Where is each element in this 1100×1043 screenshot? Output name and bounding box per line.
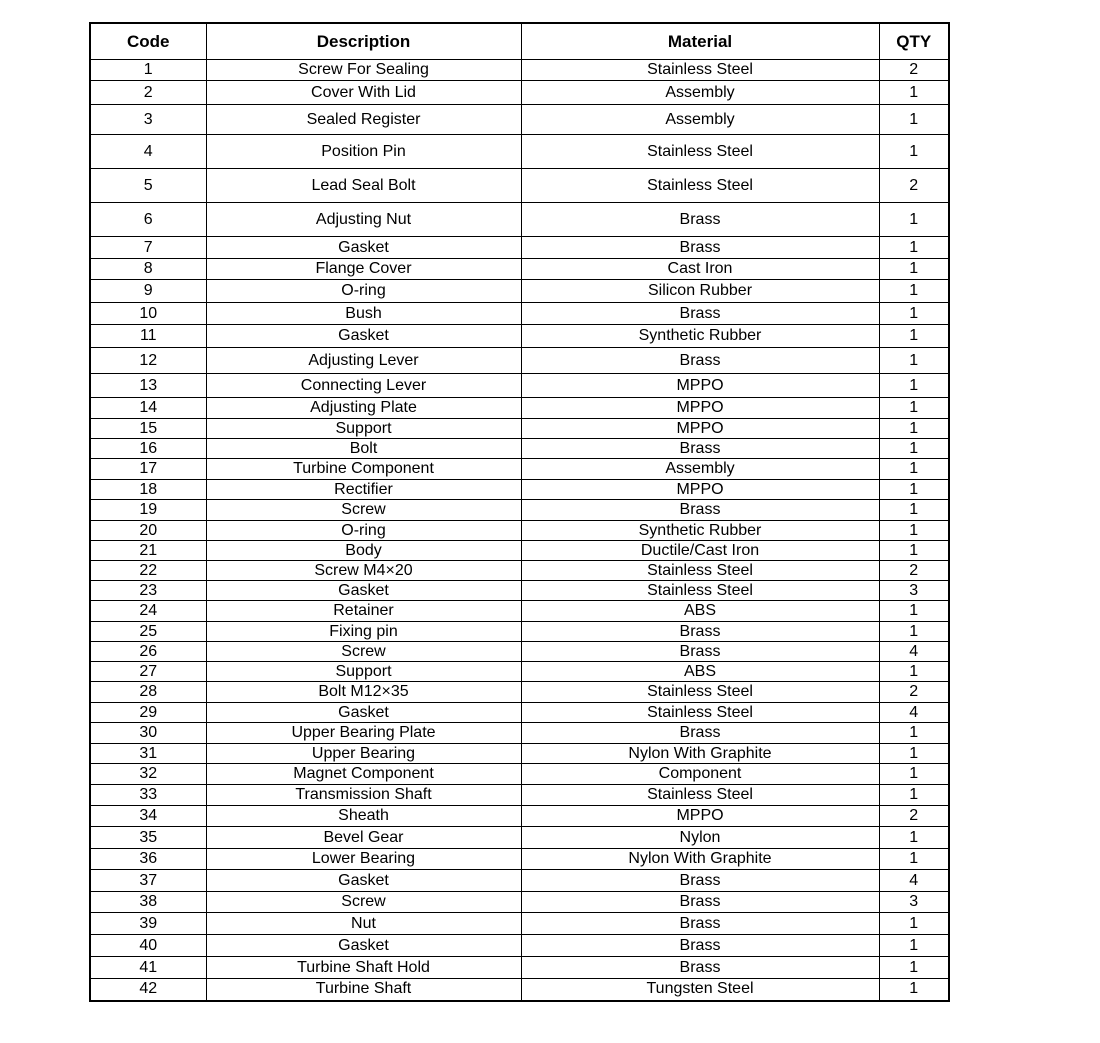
table-row [90, 581, 949, 601]
cell-description: Gasket [206, 703, 521, 723]
table-row [90, 682, 949, 703]
cell-description: Sealed Register [206, 105, 521, 135]
table-row [90, 169, 949, 203]
cell-description: Upper Bearing [206, 744, 521, 764]
cell-code: 13 [90, 374, 206, 398]
cell-code: 22 [90, 561, 206, 581]
table-row [90, 935, 949, 957]
cell-code: 42 [90, 979, 206, 1001]
table-row [90, 601, 949, 622]
cell-material: Brass [521, 203, 879, 237]
cell-description: Position Pin [206, 135, 521, 169]
cell-material: Brass [521, 723, 879, 744]
cell-qty: 1 [879, 259, 949, 280]
cell-material: MPPO [521, 374, 879, 398]
cell-qty: 4 [879, 703, 949, 723]
cell-qty: 1 [879, 280, 949, 303]
cell-qty: 1 [879, 541, 949, 561]
cell-code: 31 [90, 744, 206, 764]
cell-code: 26 [90, 642, 206, 662]
cell-material: Brass [521, 913, 879, 935]
cell-qty: 1 [879, 601, 949, 622]
cell-description: Cover With Lid [206, 81, 521, 105]
cell-description: Upper Bearing Plate [206, 723, 521, 744]
table-row [90, 280, 949, 303]
header-code: Code [90, 23, 206, 60]
cell-description: Screw For Sealing [206, 60, 521, 81]
cell-qty: 1 [879, 662, 949, 682]
cell-description: Turbine Shaft Hold [206, 957, 521, 979]
cell-description: Screw [206, 892, 521, 913]
table-row [90, 135, 949, 169]
table-row [90, 81, 949, 105]
cell-description: Adjusting Plate [206, 398, 521, 419]
cell-code: 17 [90, 459, 206, 480]
cell-description: Gasket [206, 325, 521, 348]
cell-description: Bevel Gear [206, 827, 521, 849]
cell-code: 28 [90, 682, 206, 703]
cell-material: Ductile/Cast Iron [521, 541, 879, 561]
cell-material: Brass [521, 303, 879, 325]
cell-material: MPPO [521, 806, 879, 827]
table-row [90, 662, 949, 682]
table-row [90, 105, 949, 135]
cell-qty: 1 [879, 398, 949, 419]
cell-qty: 1 [879, 237, 949, 259]
cell-material: Brass [521, 439, 879, 459]
cell-material: Cast Iron [521, 259, 879, 280]
table-row [90, 374, 949, 398]
cell-code: 1 [90, 60, 206, 81]
cell-code: 21 [90, 541, 206, 561]
cell-qty: 1 [879, 135, 949, 169]
cell-description: Magnet Component [206, 764, 521, 785]
cell-qty: 2 [879, 561, 949, 581]
cell-code: 38 [90, 892, 206, 913]
cell-code: 9 [90, 280, 206, 303]
cell-qty: 1 [879, 325, 949, 348]
table-row [90, 957, 949, 979]
table-row [90, 259, 949, 280]
cell-code: 35 [90, 827, 206, 849]
cell-qty: 1 [879, 785, 949, 806]
cell-material: Stainless Steel [521, 169, 879, 203]
header-qty: QTY [879, 23, 949, 60]
cell-description: Nut [206, 913, 521, 935]
cell-code: 2 [90, 81, 206, 105]
table-row [90, 806, 949, 827]
cell-code: 12 [90, 348, 206, 374]
cell-qty: 1 [879, 849, 949, 870]
cell-code: 29 [90, 703, 206, 723]
cell-description: Gasket [206, 237, 521, 259]
cell-description: Support [206, 419, 521, 439]
cell-qty: 2 [879, 60, 949, 81]
cell-material: Assembly [521, 105, 879, 135]
cell-material: Brass [521, 348, 879, 374]
cell-material: Assembly [521, 459, 879, 480]
cell-code: 33 [90, 785, 206, 806]
table-row [90, 827, 949, 849]
cell-qty: 1 [879, 303, 949, 325]
cell-code: 25 [90, 622, 206, 642]
table-row [90, 325, 949, 348]
cell-description: Screw [206, 500, 521, 521]
cell-qty: 1 [879, 105, 949, 135]
table-row [90, 439, 949, 459]
cell-code: 3 [90, 105, 206, 135]
header-material: Material [521, 23, 879, 60]
cell-description: Screw M4×20 [206, 561, 521, 581]
cell-description: Lead Seal Bolt [206, 169, 521, 203]
cell-qty: 1 [879, 723, 949, 744]
cell-code: 19 [90, 500, 206, 521]
cell-material: Stainless Steel [521, 60, 879, 81]
cell-qty: 2 [879, 682, 949, 703]
cell-material: Stainless Steel [521, 703, 879, 723]
table-row [90, 237, 949, 259]
cell-code: 40 [90, 935, 206, 957]
cell-qty: 1 [879, 480, 949, 500]
cell-code: 41 [90, 957, 206, 979]
table-row [90, 785, 949, 806]
cell-code: 27 [90, 662, 206, 682]
table-row [90, 764, 949, 785]
cell-description: Body [206, 541, 521, 561]
cell-material: Nylon With Graphite [521, 744, 879, 764]
cell-code: 30 [90, 723, 206, 744]
parts-table [89, 22, 950, 1002]
cell-code: 10 [90, 303, 206, 325]
cell-code: 37 [90, 870, 206, 892]
cell-description: Support [206, 662, 521, 682]
cell-description: Fixing pin [206, 622, 521, 642]
cell-material: Stainless Steel [521, 135, 879, 169]
cell-description: O-ring [206, 280, 521, 303]
table-row [90, 703, 949, 723]
cell-description: Gasket [206, 935, 521, 957]
cell-material: Stainless Steel [521, 581, 879, 601]
cell-material: Stainless Steel [521, 682, 879, 703]
cell-material: Silicon Rubber [521, 280, 879, 303]
cell-qty: 1 [879, 764, 949, 785]
cell-material: Nylon With Graphite [521, 849, 879, 870]
cell-description: Retainer [206, 601, 521, 622]
cell-material: Brass [521, 642, 879, 662]
cell-qty: 1 [879, 500, 949, 521]
cell-code: 36 [90, 849, 206, 870]
cell-material: Brass [521, 500, 879, 521]
cell-qty: 1 [879, 439, 949, 459]
cell-description: Turbine Component [206, 459, 521, 480]
table-body [90, 60, 949, 1001]
table-row [90, 979, 949, 1001]
cell-code: 24 [90, 601, 206, 622]
cell-code: 32 [90, 764, 206, 785]
cell-material: MPPO [521, 419, 879, 439]
table-row [90, 622, 949, 642]
table-row [90, 723, 949, 744]
cell-code: 34 [90, 806, 206, 827]
cell-qty: 1 [879, 419, 949, 439]
cell-material: MPPO [521, 398, 879, 419]
cell-description: Gasket [206, 870, 521, 892]
table-row [90, 870, 949, 892]
cell-material: Brass [521, 935, 879, 957]
cell-qty: 1 [879, 521, 949, 541]
cell-material: Synthetic Rubber [521, 521, 879, 541]
table-row [90, 500, 949, 521]
cell-material: Brass [521, 237, 879, 259]
cell-material: Tungsten Steel [521, 979, 879, 1001]
cell-code: 15 [90, 419, 206, 439]
cell-description: Sheath [206, 806, 521, 827]
cell-code: 18 [90, 480, 206, 500]
cell-qty: 3 [879, 892, 949, 913]
table-row [90, 419, 949, 439]
cell-code: 4 [90, 135, 206, 169]
cell-qty: 4 [879, 870, 949, 892]
header-description: Description [206, 23, 521, 60]
cell-material: Brass [521, 622, 879, 642]
header-row [90, 23, 949, 60]
cell-code: 16 [90, 439, 206, 459]
cell-material: Stainless Steel [521, 561, 879, 581]
cell-description: Flange Cover [206, 259, 521, 280]
cell-qty: 1 [879, 348, 949, 374]
cell-qty: 4 [879, 642, 949, 662]
table-row [90, 521, 949, 541]
cell-material: Synthetic Rubber [521, 325, 879, 348]
cell-material: Brass [521, 892, 879, 913]
table-row [90, 913, 949, 935]
cell-code: 11 [90, 325, 206, 348]
cell-code: 6 [90, 203, 206, 237]
cell-material: Stainless Steel [521, 785, 879, 806]
table-row [90, 892, 949, 913]
cell-qty: 1 [879, 957, 949, 979]
table-row [90, 60, 949, 81]
table-row [90, 480, 949, 500]
table-row [90, 642, 949, 662]
cell-qty: 1 [879, 913, 949, 935]
table-row [90, 744, 949, 764]
cell-description: Connecting Lever [206, 374, 521, 398]
cell-code: 14 [90, 398, 206, 419]
cell-qty: 1 [879, 827, 949, 849]
cell-qty: 1 [879, 459, 949, 480]
cell-qty: 1 [879, 203, 949, 237]
cell-code: 5 [90, 169, 206, 203]
cell-description: Screw [206, 642, 521, 662]
cell-description: Bolt [206, 439, 521, 459]
cell-qty: 1 [879, 935, 949, 957]
cell-code: 20 [90, 521, 206, 541]
cell-description: Rectifier [206, 480, 521, 500]
table-row [90, 303, 949, 325]
cell-qty: 1 [879, 622, 949, 642]
cell-description: Bush [206, 303, 521, 325]
cell-description: Adjusting Nut [206, 203, 521, 237]
table-row [90, 561, 949, 581]
cell-qty: 1 [879, 81, 949, 105]
cell-description: Transmission Shaft [206, 785, 521, 806]
cell-qty: 1 [879, 374, 949, 398]
table-row [90, 849, 949, 870]
cell-description: Adjusting Lever [206, 348, 521, 374]
cell-qty: 1 [879, 979, 949, 1001]
cell-qty: 2 [879, 806, 949, 827]
cell-material: Brass [521, 870, 879, 892]
cell-qty: 1 [879, 744, 949, 764]
cell-code: 23 [90, 581, 206, 601]
table-row [90, 459, 949, 480]
table-row [90, 203, 949, 237]
table-row [90, 398, 949, 419]
cell-material: Component [521, 764, 879, 785]
cell-material: ABS [521, 601, 879, 622]
cell-description: Lower Bearing [206, 849, 521, 870]
table-row [90, 541, 949, 561]
cell-description: Gasket [206, 581, 521, 601]
table-header [90, 23, 949, 60]
cell-code: 7 [90, 237, 206, 259]
cell-material: Brass [521, 957, 879, 979]
cell-qty: 3 [879, 581, 949, 601]
cell-material: MPPO [521, 480, 879, 500]
cell-code: 8 [90, 259, 206, 280]
cell-material: Nylon [521, 827, 879, 849]
cell-description: Bolt M12×35 [206, 682, 521, 703]
cell-qty: 2 [879, 169, 949, 203]
table-row [90, 348, 949, 374]
cell-code: 39 [90, 913, 206, 935]
cell-material: Assembly [521, 81, 879, 105]
cell-description: O-ring [206, 521, 521, 541]
cell-material: ABS [521, 662, 879, 682]
cell-description: Turbine Shaft [206, 979, 521, 1001]
